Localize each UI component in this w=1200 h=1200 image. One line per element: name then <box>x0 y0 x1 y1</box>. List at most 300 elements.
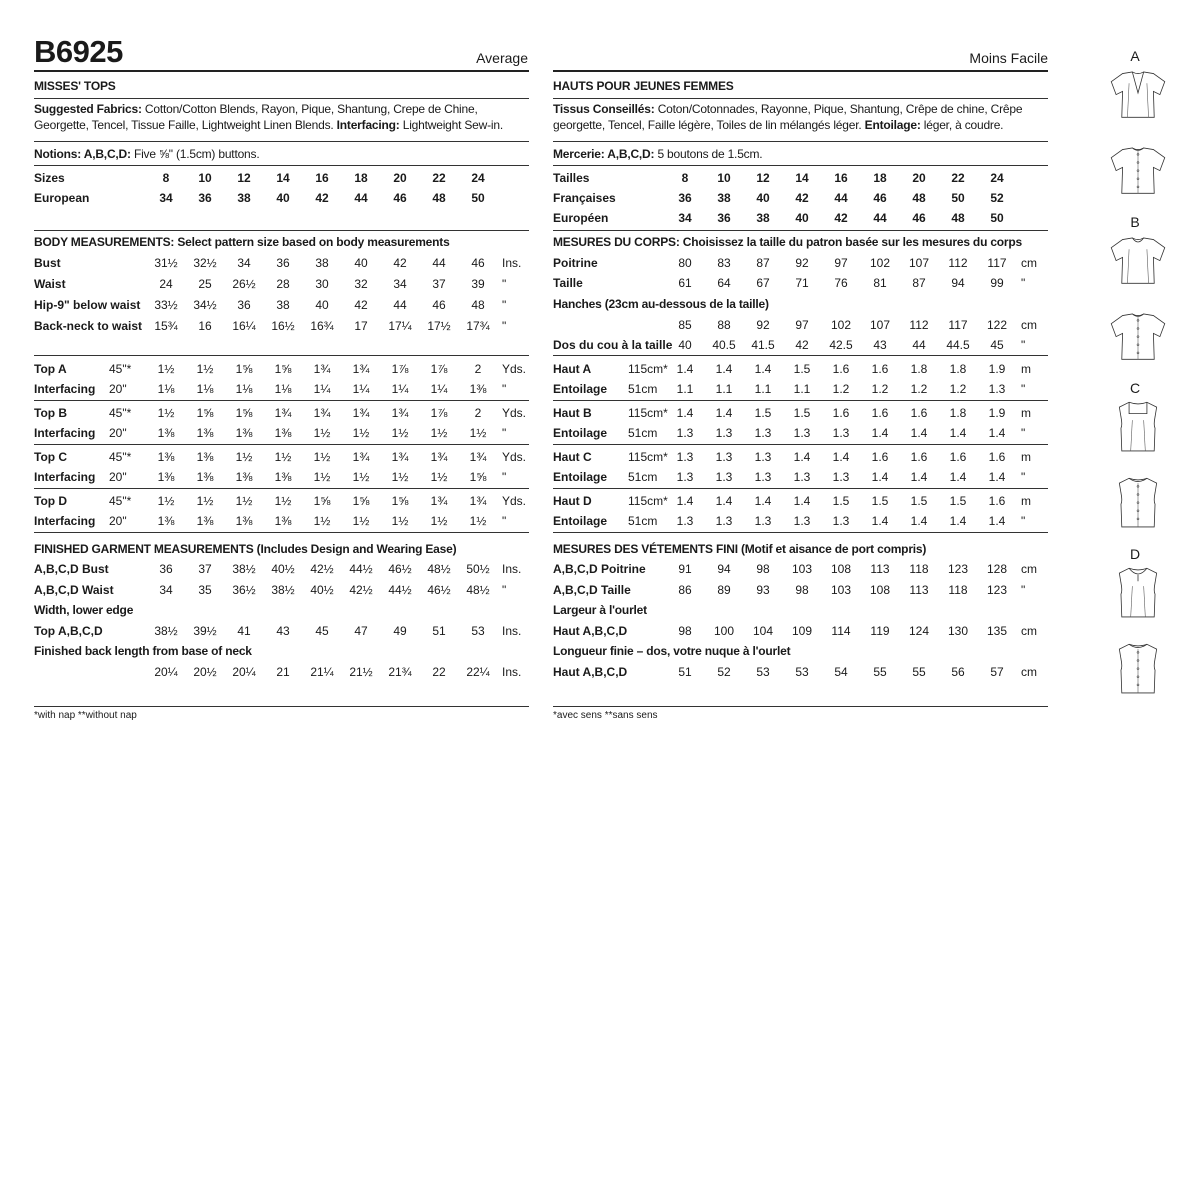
view-b-back <box>1108 302 1168 368</box>
table-cell: 34 <box>678 211 692 225</box>
table-cell: 71 <box>795 276 809 290</box>
table-cell: 17¼ <box>388 319 412 333</box>
table-cell: 1.3 <box>715 470 733 484</box>
width-row <box>553 622 1048 640</box>
interfacing-row <box>553 424 1048 442</box>
table-cell: 1⅜ <box>157 514 175 528</box>
table-cell: 37 <box>198 562 212 576</box>
table-cell: 98 <box>795 583 809 597</box>
table-cell: 36 <box>717 211 731 225</box>
unit: cm <box>1021 562 1037 576</box>
fabrics-label: Tissus Conseillés: <box>553 102 655 116</box>
unit: Yds. <box>502 406 527 420</box>
unit: " <box>502 583 507 597</box>
table-cell: 1.4 <box>910 426 928 440</box>
interfacing-row <box>553 512 1048 530</box>
unit: " <box>1021 338 1026 352</box>
table-cell: 1¼ <box>391 382 409 396</box>
table-cell: 1½ <box>235 494 253 508</box>
section-title: HAUTS POUR JEUNES FEMMES <box>553 79 734 93</box>
unit: m <box>1021 406 1031 420</box>
unit: " <box>1021 583 1026 597</box>
table-cell: 1.3 <box>754 426 772 440</box>
table-cell: 38 <box>237 191 251 205</box>
divider <box>553 141 1048 142</box>
fabric-width: 45"* <box>109 362 132 376</box>
table-cell: 1½ <box>430 470 448 484</box>
fabric-width: 45"* <box>109 494 132 508</box>
table-cell: 36 <box>159 562 173 576</box>
interfacing-label: Entoilage: <box>864 118 921 132</box>
row-label: Top D <box>34 494 68 508</box>
table-cell: 1.6 <box>832 406 850 420</box>
finished-row <box>34 581 529 599</box>
view-letter: B <box>1130 214 1140 230</box>
row-label: Interfacing <box>34 514 96 528</box>
fabrics-value: Cotton/Cotton Blends, Rayon, Pique, Shantung, Crepe de Chine, Georgette, Tencel, Tissue Faille, Lightweight Linen Blends. <box>34 102 478 132</box>
table-cell: 124 <box>908 624 930 638</box>
table-cell: 37 <box>432 277 446 291</box>
table-cell: 22 <box>951 171 965 185</box>
table-cell: 108 <box>869 583 891 597</box>
table-cell: 22 <box>432 665 446 679</box>
table-cell: 10 <box>717 171 731 185</box>
table-cell: 48 <box>951 211 965 225</box>
table-cell: 1¾ <box>391 450 409 464</box>
table-cell: 14 <box>795 171 809 185</box>
table-cell: 1.4 <box>988 426 1006 440</box>
table-cell: 50½ <box>466 562 490 576</box>
table-cell: 38 <box>276 298 290 312</box>
table-cell: 16 <box>198 319 212 333</box>
row-label: Taille <box>553 276 583 290</box>
table-cell: 44 <box>873 211 887 225</box>
table-cell: 1.3 <box>715 514 733 528</box>
table-cell: 1½ <box>157 362 175 376</box>
table-cell: 1.5 <box>949 494 967 508</box>
fabric-width: 51cm <box>628 426 658 440</box>
table-cell: 117 <box>948 318 968 332</box>
table-cell: 1.4 <box>676 362 694 376</box>
table-cell: 44 <box>432 256 446 270</box>
table-cell: 1.4 <box>754 362 772 376</box>
finished-row <box>553 560 1048 578</box>
table-cell: 34 <box>159 191 173 205</box>
yardage-row <box>553 360 1048 378</box>
view-d-back <box>1108 634 1168 700</box>
row-label: European <box>34 191 90 205</box>
unit: Yds. <box>502 362 527 376</box>
table-cell: 94 <box>717 562 731 576</box>
table-cell: 1½ <box>352 514 370 528</box>
table-cell: 38 <box>315 256 329 270</box>
table-cell: 86 <box>678 583 692 597</box>
table-cell: 42 <box>834 211 848 225</box>
table-cell: 113 <box>909 583 929 597</box>
table-cell: 28 <box>276 277 290 291</box>
row-label: Poitrine <box>553 256 598 270</box>
table-cell: 1.4 <box>949 514 967 528</box>
table-cell: 1⅜ <box>196 514 214 528</box>
european-row <box>553 209 1048 227</box>
table-cell: 97 <box>834 256 848 270</box>
table-cell: 1⅝ <box>196 406 214 420</box>
table-cell: 1⅜ <box>235 426 253 440</box>
row-label: Entoilage <box>553 470 608 484</box>
table-cell: 123 <box>947 562 969 576</box>
divider <box>553 532 1048 533</box>
table-cell: 38 <box>756 211 770 225</box>
hip-row <box>553 316 1048 334</box>
unit: " <box>1021 382 1026 396</box>
section-heading: Width, lower edge <box>34 603 134 617</box>
table-cell: 1¾ <box>391 406 409 420</box>
table-cell: 42 <box>354 298 368 312</box>
table-cell: 1⅝ <box>235 362 253 376</box>
table-cell: 1.4 <box>676 406 694 420</box>
table-cell: 1.4 <box>988 470 1006 484</box>
table-cell: 44½ <box>349 562 373 576</box>
table-cell: 1⅜ <box>157 470 175 484</box>
table-cell: 42 <box>795 191 809 205</box>
table-cell: 34 <box>393 277 407 291</box>
unit: " <box>1021 514 1026 528</box>
notions-text <box>553 146 762 162</box>
row-label: Haut A <box>553 362 592 376</box>
table-cell: 1.8 <box>949 362 967 376</box>
table-cell: 1½ <box>313 470 331 484</box>
notions-text <box>34 146 259 162</box>
fabric-width: 115cm* <box>628 362 668 376</box>
table-cell: 54 <box>834 665 848 679</box>
fabric-width: 20" <box>109 426 127 440</box>
table-cell: 1½ <box>469 514 487 528</box>
table-cell: 114 <box>831 624 851 638</box>
table-cell: 43 <box>276 624 290 638</box>
fabric-width: 51cm <box>628 514 658 528</box>
row-label: Tailles <box>553 171 590 185</box>
table-cell: 1½ <box>352 426 370 440</box>
table-cell: 1½ <box>157 494 175 508</box>
yardage-row <box>553 492 1048 510</box>
table-cell: 52 <box>990 191 1004 205</box>
yardage-row <box>553 404 1048 422</box>
table-cell: 41.5 <box>751 338 775 352</box>
table-cell: 55 <box>912 665 926 679</box>
table-cell: 1.3 <box>676 450 694 464</box>
table-cell: 1.6 <box>910 450 928 464</box>
row-label: Top B <box>34 406 68 420</box>
table-cell: 1⅜ <box>157 426 175 440</box>
table-cell: 1.3 <box>676 470 694 484</box>
table-cell: 21¼ <box>310 665 334 679</box>
yardage-row <box>553 448 1048 466</box>
table-cell: 1¾ <box>352 362 370 376</box>
length-row <box>34 663 529 681</box>
row-label: Top A <box>34 362 67 376</box>
unit: Ins. <box>502 256 522 270</box>
table-cell: 48½ <box>427 562 451 576</box>
section-title: MISSES' TOPS <box>34 79 116 93</box>
table-cell: 20¼ <box>232 665 256 679</box>
unit: " <box>502 382 507 396</box>
table-cell: 118 <box>909 562 929 576</box>
table-cell: 50 <box>990 211 1004 225</box>
table-cell: 46 <box>393 191 407 205</box>
table-cell: 1.3 <box>715 450 733 464</box>
table-cell: 16 <box>834 171 848 185</box>
table-cell: 14 <box>276 171 290 185</box>
body-row <box>553 336 1048 354</box>
table-cell: 1⅞ <box>430 362 448 376</box>
table-cell: 53 <box>795 665 809 679</box>
table-cell: 24 <box>471 171 485 185</box>
table-cell: 46½ <box>388 562 412 576</box>
divider <box>553 165 1048 166</box>
view-c-back <box>1108 468 1168 534</box>
table-cell: 1.4 <box>754 494 772 508</box>
table-cell: 24 <box>159 277 173 291</box>
table-cell: 80 <box>678 256 692 270</box>
table-cell: 46 <box>471 256 485 270</box>
table-cell: 40 <box>276 191 290 205</box>
table-cell: 31½ <box>154 256 178 270</box>
unit: Ins. <box>502 665 522 679</box>
table-cell: 55 <box>873 665 887 679</box>
french-column <box>553 70 1048 1170</box>
table-cell: 92 <box>795 256 809 270</box>
table-cell: 1.4 <box>949 426 967 440</box>
table-cell: 1⅝ <box>274 362 292 376</box>
fabric-width: 20" <box>109 470 127 484</box>
table-cell: 1.6 <box>871 450 889 464</box>
unit: cm <box>1021 318 1037 332</box>
finished-row <box>553 581 1048 599</box>
table-cell: 40 <box>315 298 329 312</box>
table-cell: 41 <box>237 624 251 638</box>
notions-value: Five ⅝" (1.5cm) buttons. <box>133 147 260 161</box>
table-cell: 1.3 <box>754 470 772 484</box>
table-cell: 135 <box>986 624 1008 638</box>
table-cell: 1¾ <box>313 406 331 420</box>
table-cell: 36 <box>237 298 251 312</box>
table-cell: 112 <box>909 318 929 332</box>
table-cell: 87 <box>756 256 770 270</box>
table-cell: 1.9 <box>988 362 1006 376</box>
fabric-width: 51cm <box>628 470 658 484</box>
table-cell: 1¾ <box>469 494 487 508</box>
divider <box>553 444 1048 445</box>
table-cell: 43 <box>873 338 887 352</box>
table-cell: 20 <box>393 171 407 185</box>
table-cell: 42½ <box>310 562 334 576</box>
table-cell: 1.3 <box>793 514 811 528</box>
divider <box>34 70 529 72</box>
table-cell: 1.6 <box>832 362 850 376</box>
row-label: Françaises <box>553 191 616 205</box>
table-cell: 1.6 <box>949 450 967 464</box>
table-cell: 45 <box>990 338 1004 352</box>
table-cell: 40½ <box>271 562 295 576</box>
table-cell: 1.3 <box>754 514 772 528</box>
table-cell: 36 <box>198 191 212 205</box>
view-c-front <box>1108 392 1168 458</box>
table-cell: 38½ <box>154 624 178 638</box>
table-cell: 102 <box>830 318 852 332</box>
table-cell: 1¾ <box>352 406 370 420</box>
interfacing-row <box>34 512 529 530</box>
table-cell: 1.3 <box>754 450 772 464</box>
table-cell: 16 <box>315 171 329 185</box>
table-cell: 103 <box>791 562 813 576</box>
table-cell: 17½ <box>427 319 451 333</box>
table-cell: 1¾ <box>469 450 487 464</box>
table-cell: 93 <box>756 583 770 597</box>
table-cell: 1½ <box>274 494 292 508</box>
table-cell: 67 <box>756 276 770 290</box>
table-cell: 44.5 <box>946 338 970 352</box>
table-cell: 1.8 <box>949 406 967 420</box>
table-cell: 48 <box>912 191 926 205</box>
fabrics-text <box>34 101 529 133</box>
table-cell: 12 <box>237 171 251 185</box>
table-cell: 40 <box>354 256 368 270</box>
table-cell: 36 <box>276 256 290 270</box>
table-cell: 53 <box>471 624 485 638</box>
table-cell: 1¾ <box>430 450 448 464</box>
table-cell: 1.4 <box>715 362 733 376</box>
table-cell: 1.3 <box>832 470 850 484</box>
unit: " <box>502 319 507 333</box>
table-cell: 18 <box>873 171 887 185</box>
table-cell: 53 <box>756 665 770 679</box>
table-cell: 12 <box>756 171 770 185</box>
table-cell: 1⅞ <box>391 362 409 376</box>
table-cell: 1¼ <box>430 382 448 396</box>
table-cell: 1.1 <box>754 382 772 396</box>
divider <box>553 706 1048 707</box>
row-label: A,B,C,D Poitrine <box>553 562 646 576</box>
fabric-width: 45"* <box>109 406 132 420</box>
table-cell: 10 <box>198 171 212 185</box>
fabrics-label: Suggested Fabrics: <box>34 102 142 116</box>
unit: Ins. <box>502 562 522 576</box>
table-cell: 1¼ <box>352 382 370 396</box>
table-cell: 1¾ <box>352 450 370 464</box>
table-cell: 16¼ <box>232 319 256 333</box>
table-cell: 83 <box>717 256 731 270</box>
table-cell: 40 <box>678 338 692 352</box>
table-cell: 1⅜ <box>274 426 292 440</box>
interfacing-value: Lightweight Sew-in. <box>402 118 503 132</box>
interfacing-value: léger, à coudre. <box>923 118 1004 132</box>
unit: " <box>502 470 507 484</box>
table-cell: 1.4 <box>871 514 889 528</box>
divider <box>34 706 529 707</box>
table-cell: 1.3 <box>988 382 1006 396</box>
table-cell: 25 <box>198 277 212 291</box>
table-cell: 1½ <box>430 514 448 528</box>
table-cell: 1.5 <box>910 494 928 508</box>
table-cell: 44½ <box>388 583 412 597</box>
divider <box>34 400 529 401</box>
interfacing-row <box>34 424 529 442</box>
table-cell: 24 <box>990 171 1004 185</box>
row-label: Top C <box>34 450 68 464</box>
unit: cm <box>1021 624 1037 638</box>
divider <box>553 98 1048 99</box>
yardage-row <box>34 448 529 466</box>
table-cell: 1½ <box>196 494 214 508</box>
table-cell: 1⅝ <box>469 470 487 484</box>
table-cell: 1¾ <box>274 406 292 420</box>
table-cell: 42 <box>795 338 809 352</box>
table-cell: 1.4 <box>949 470 967 484</box>
table-cell: 48 <box>432 191 446 205</box>
table-cell: 103 <box>830 583 852 597</box>
table-cell: 32½ <box>193 256 217 270</box>
table-cell: 1½ <box>391 426 409 440</box>
unit: " <box>502 277 507 291</box>
table-cell: 1.2 <box>910 382 928 396</box>
table-cell: 1.2 <box>949 382 967 396</box>
table-cell: 81 <box>873 276 887 290</box>
table-cell: 107 <box>869 318 891 332</box>
table-cell: 1⅜ <box>196 470 214 484</box>
table-cell: 46 <box>432 298 446 312</box>
table-cell: 1⅜ <box>274 514 292 528</box>
table-cell: 89 <box>717 583 731 597</box>
row-label: Back-neck to waist <box>34 319 143 333</box>
body-row <box>34 317 529 335</box>
section-heading: Longueur finie – dos, votre nuque à l'ourlet <box>553 644 791 658</box>
section-heading: MESURES DES VÉTEMENTS FINI (Motif et aisance de port compris) <box>553 542 927 556</box>
divider <box>34 141 529 142</box>
table-cell: 48½ <box>466 583 490 597</box>
table-cell: 1⅛ <box>274 382 292 396</box>
view-letter: C <box>1129 380 1141 396</box>
table-cell: 112 <box>948 256 968 270</box>
table-cell: 16½ <box>271 319 295 333</box>
row-label: A,B,C,D Bust <box>34 562 109 576</box>
row-label: Sizes <box>34 171 65 185</box>
section-heading: BODY MEASUREMENTS: Select pattern size based on body measurements <box>34 235 450 249</box>
unit: Yds. <box>502 494 527 508</box>
table-cell: 21½ <box>349 665 373 679</box>
row-label: Haut B <box>553 406 592 420</box>
table-cell: 118 <box>948 583 968 597</box>
table-cell: 36 <box>678 191 692 205</box>
table-cell: 1⅛ <box>196 382 214 396</box>
table-cell: 1.1 <box>676 382 694 396</box>
table-cell: 108 <box>830 562 852 576</box>
table-cell: 85 <box>678 318 692 332</box>
table-cell: 51 <box>678 665 692 679</box>
table-cell: 38 <box>717 191 731 205</box>
table-cell: 1.6 <box>910 406 928 420</box>
table-cell: 44 <box>393 298 407 312</box>
table-cell: 1⅝ <box>235 406 253 420</box>
table-cell: 1⅝ <box>313 494 331 508</box>
table-cell: 1.3 <box>715 426 733 440</box>
table-cell: 122 <box>986 318 1008 332</box>
interfacing-label: Interfacing: <box>336 118 400 132</box>
table-cell: 38½ <box>232 562 256 576</box>
table-cell: 17¾ <box>466 319 490 333</box>
table-cell: 20 <box>912 171 926 185</box>
table-cell: 16¾ <box>310 319 334 333</box>
table-cell: 1.2 <box>871 382 889 396</box>
